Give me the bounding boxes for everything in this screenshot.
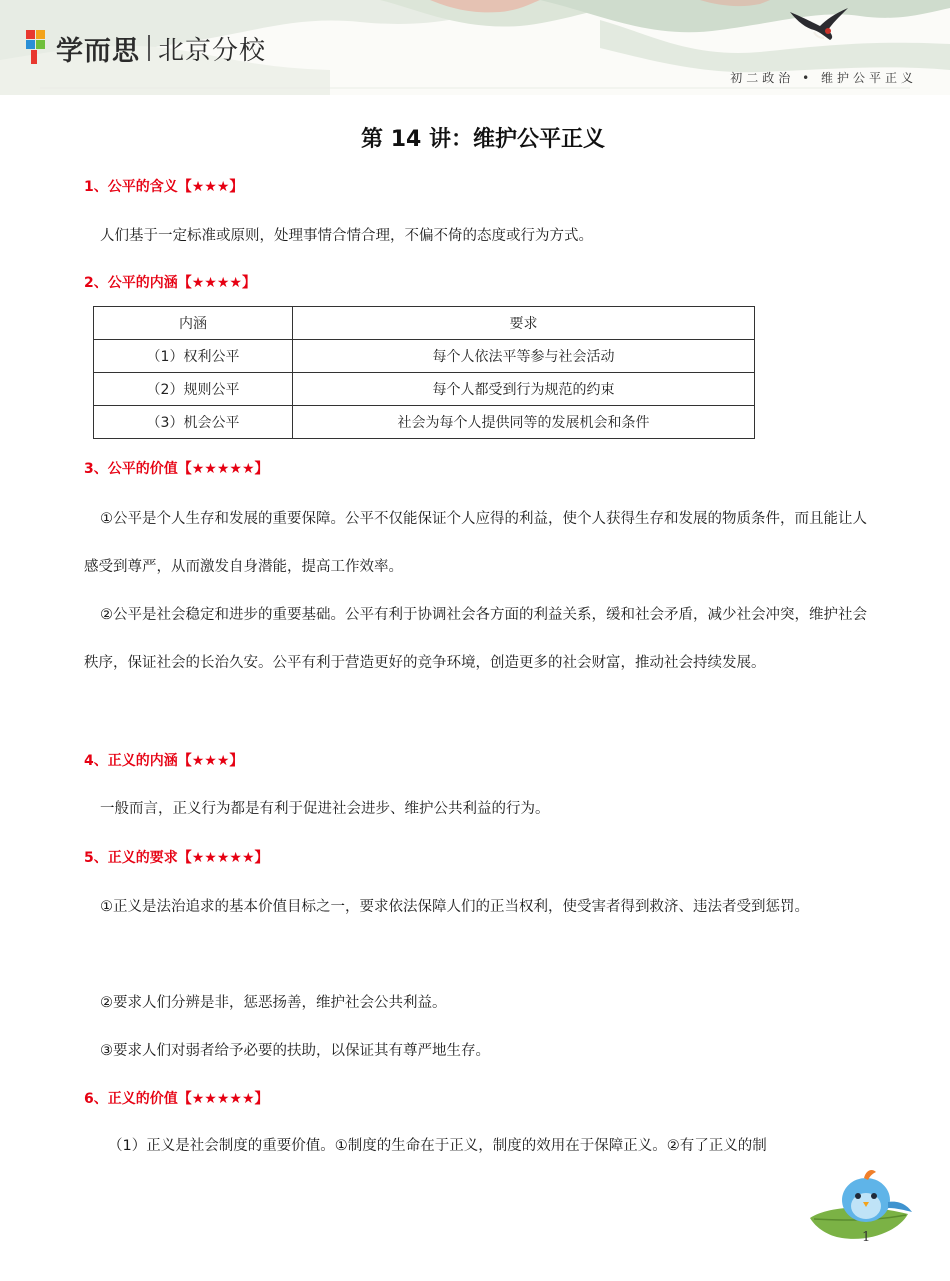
swallow-bird-icon xyxy=(786,4,856,44)
course-label: 初二政治 • 维护公平正义 xyxy=(730,71,917,85)
section-5-paragraph-2: ②要求人们分辨是非，惩恶扬善，维护社会公共利益。 xyxy=(100,995,447,1011)
logo-mark-icon xyxy=(26,28,48,68)
section-heading-2: 2、公平的内涵【★★★★】 xyxy=(84,275,256,291)
table-header-row xyxy=(94,307,755,340)
table-row xyxy=(94,373,755,406)
section-5-paragraph-1: ①正义是法治追求的基本价值目标之一，要求依法保障人们的正当权利，使受害者得到救济、违法者受到惩罚。 xyxy=(100,899,809,915)
table-row xyxy=(94,340,755,373)
logo-main-text: 学而思 xyxy=(56,35,140,67)
table-cell: （2）规则公平 xyxy=(94,373,293,406)
table-cell: 社会为每个人提供同等的发展机会和条件 xyxy=(293,406,755,439)
logo-separator xyxy=(148,35,150,61)
table-cell: （3）机会公平 xyxy=(94,406,293,439)
brand-logo xyxy=(26,28,266,68)
section-heading-3: 3、公平的价值【★★★★★】 xyxy=(84,461,269,477)
page-number: 1 xyxy=(862,1230,871,1245)
section-3-paragraph-1: ①公平是个人生存和发展的重要保障。公平不仅能保证个人应得的利益，使个人获得生存和发展的物质条件，而且能让人感受到尊严，从而激发自身潜能，提高工作效率。 xyxy=(84,511,867,575)
table-row xyxy=(94,406,755,439)
table-header-cell: 要求 xyxy=(293,307,755,340)
section-6-paragraph: （1）正义是社会制度的重要价值。①制度的生命在于正义，制度的效用在于保障正义。②有了正义的制 xyxy=(108,1138,767,1154)
table-cell: 每个人都受到行为规范的约束 xyxy=(293,373,755,406)
section-4-paragraph: 一般而言，正义行为都是有利于促进社会进步、维护公共利益的行为。 xyxy=(100,801,550,817)
table-header-cell: 内涵 xyxy=(94,307,293,340)
section-1-paragraph: 人们基于一定标准或原则，处理事情合情合理，不偏不倚的态度或行为方式。 xyxy=(100,228,593,244)
section-heading-4: 4、正义的内涵【★★★】 xyxy=(84,753,244,769)
logo-sub-text: 北京分校 xyxy=(158,35,267,66)
section-heading-6: 6、正义的价值【★★★★★】 xyxy=(84,1091,269,1107)
page-title: 第 14 讲：维护公平正义 xyxy=(361,127,605,152)
section-3-paragraph-2: ②公平是社会稳定和进步的重要基础。公平有利于协调社会各方面的利益关系，缓和社会矛盾，减少社会冲突，维护社会秩序，保证社会的长治久安。公平有利于营造更好的竞争环境，创造更多的社会财富，推动社会持续发展。 xyxy=(84,607,867,671)
table-cell: （1）权利公平 xyxy=(94,340,293,373)
section-5-paragraph-3: ③要求人们对弱者给予必要的扶助，以保证其有尊严地生存。 xyxy=(100,1043,490,1059)
table-cell: 每个人依法平等参与社会活动 xyxy=(293,340,755,373)
fairness-content-table xyxy=(93,306,755,439)
section-heading-5: 5、正义的要求【★★★★★】 xyxy=(84,850,269,866)
section-heading-1: 1、公平的含义【★★★】 xyxy=(84,179,244,195)
